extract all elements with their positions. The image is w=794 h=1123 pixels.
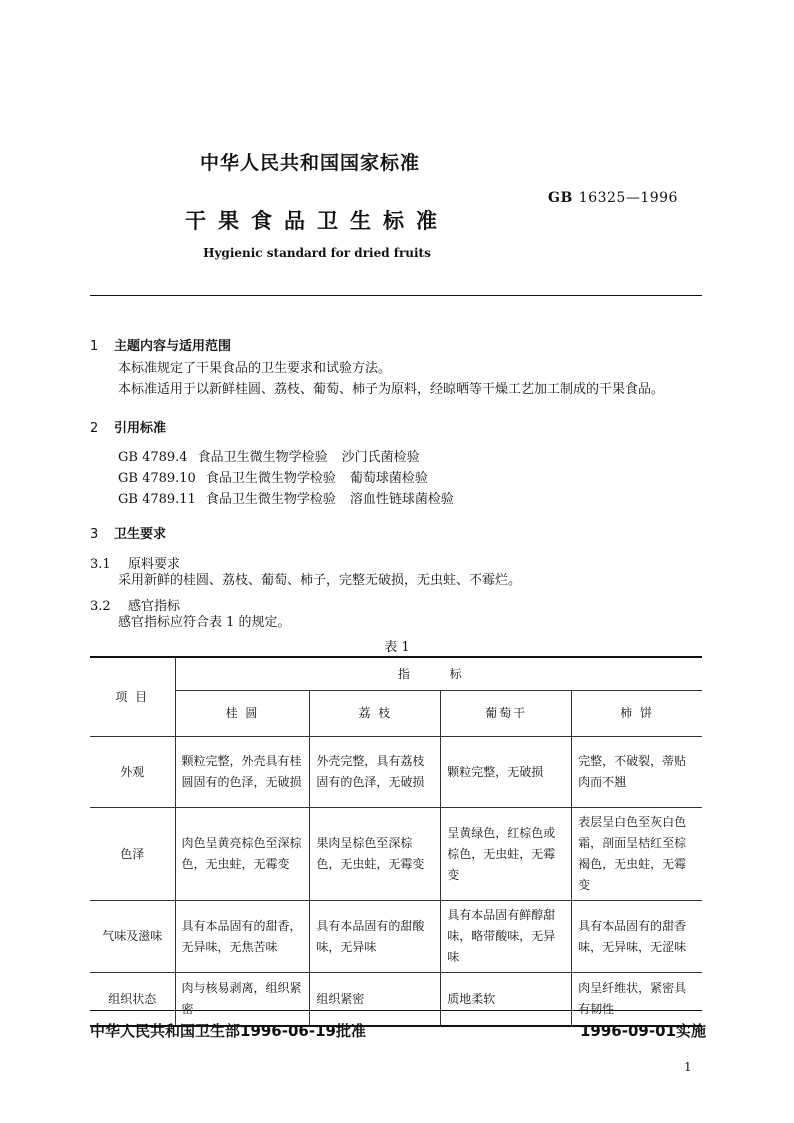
header-rule [90,295,702,296]
sensory-indicator-table [90,656,702,1027]
reference-item: 溶血性链球菌检验 [349,492,454,507]
table-cell: 肉呈纤维状，紧密具有韧性 [572,973,702,1027]
table-row [90,737,702,808]
document-title-english: Hygienic standard for dried fruits [203,246,431,260]
table-cell: 具有本品固有的甜香，无异味，无焦苦味 [175,901,310,973]
table-cell: 组织紧密 [310,973,441,1027]
section-1-paragraph-1: 本标准规定了干果食品的卫生要求和试验方法。 [118,361,392,376]
section-number: 1 [90,339,99,354]
table-row [90,901,702,973]
reference-item: 葡萄球菌检验 [349,471,428,486]
column-header-raisin: 葡萄干 [441,691,572,737]
table-cell: 果肉呈棕色至深棕色，无虫蛀，无霉变 [310,808,441,901]
table-subheader-row [90,691,702,737]
table-cell: 完整，不破裂，蒂贴肉而不翘 [572,737,702,808]
reference-standard-row [118,446,420,465]
section-title: 主题内容与适用范围 [114,339,232,354]
subsection-3-2-heading [90,595,180,614]
document-title: 干果食品卫生标准 [185,209,449,233]
section-2-heading [90,417,166,436]
table-cell: 肉与核易剥离，组织紧密 [175,973,310,1027]
reference-name: 食品卫生微生物学检验 [197,450,328,465]
table-cell: 具有本品固有鲜醇甜味，略带酸味，无异味 [441,901,572,973]
table-cell: 具有本品固有的甜香味，无异味，无涩味 [572,901,702,973]
section-number: 2 [90,421,99,436]
national-standard-heading: 中华人民共和国国家标准 [199,152,420,174]
approval-line: 中华人民共和国卫生部1996-06-19批准 [90,1022,366,1040]
footer-rule [90,1010,702,1011]
table-row [90,808,702,901]
table-row [90,973,702,1027]
item-header: 项 目 [90,657,175,737]
row-label: 气味及滋味 [90,901,175,973]
gb-prefix: GB [548,190,573,206]
subsection-title: 原料要求 [128,557,181,572]
subsection-number: 3.2 [90,599,111,614]
table-cell: 呈黄绿色，红棕色或棕色，无虫蛀，无霉变 [441,808,572,901]
table-caption: 表 1 [384,640,410,655]
subsection-title: 感官指标 [128,599,181,614]
row-label: 外观 [90,737,175,808]
subsection-3-2-paragraph: 感官指标应符合表 1 的规定。 [118,615,291,630]
subsection-3-1-paragraph: 采用新鲜的桂圆、荔枝、葡萄、柿子，完整无破损，无虫蛀、不霉烂。 [118,573,522,588]
section-1-heading [90,335,231,354]
section-title: 引用标准 [114,421,167,436]
indicator-header: 指 标 [175,657,702,691]
table-cell: 颗粒完整，无破损 [441,737,572,808]
row-label: 组织状态 [90,973,175,1027]
reference-item: 沙门氏菌检验 [341,450,420,465]
column-header-dried-persimmon: 柿 饼 [572,691,702,737]
table-cell: 具有本品固有的甜酸味，无异味 [310,901,441,973]
subsection-number: 3.1 [90,557,111,572]
reference-name: 食品卫生微生物学检验 [205,471,336,486]
table-cell: 质地柔软 [441,973,572,1027]
column-header-longan: 桂 圆 [175,691,310,737]
table-cell: 肉色呈黄亮棕色至深棕色，无虫蛀，无霉变 [175,808,310,901]
section-title: 卫生要求 [114,527,167,542]
reference-standard-row [118,467,428,486]
section-1-paragraph-2: 本标准适用于以新鲜桂圆、荔枝、葡萄、柿子为原料，经晾晒等干燥工艺加工制成的干果食品。 [118,382,665,397]
subsection-3-1-heading [90,553,180,572]
table-header-row [90,657,702,691]
reference-standard-row [118,488,454,507]
table-cell: 颗粒完整，外壳具有桂圆固有的色泽，无破损 [175,737,310,808]
column-header-lychee: 荔 枝 [310,691,441,737]
reference-name: 食品卫生微生物学检验 [205,492,336,507]
section-number: 3 [90,527,99,542]
table-cell: 表层呈白色至灰白色霜，剖面呈桔红至棕褐色，无虫蛀，无霉变 [572,808,702,901]
table-cell: 外壳完整，具有荔枝固有的色泽，无破损 [310,737,441,808]
reference-code: GB 4789.11 [118,492,196,507]
page-number: 1 [684,1060,692,1074]
standard-code [548,190,678,206]
reference-code: GB 4789.4 [118,450,188,465]
gb-number: 16325—1996 [578,190,678,206]
reference-code: GB 4789.10 [118,471,196,486]
row-label: 色泽 [90,808,175,901]
section-3-heading [90,523,166,542]
implementation-date: 1996-09-01实施 [580,1022,706,1040]
